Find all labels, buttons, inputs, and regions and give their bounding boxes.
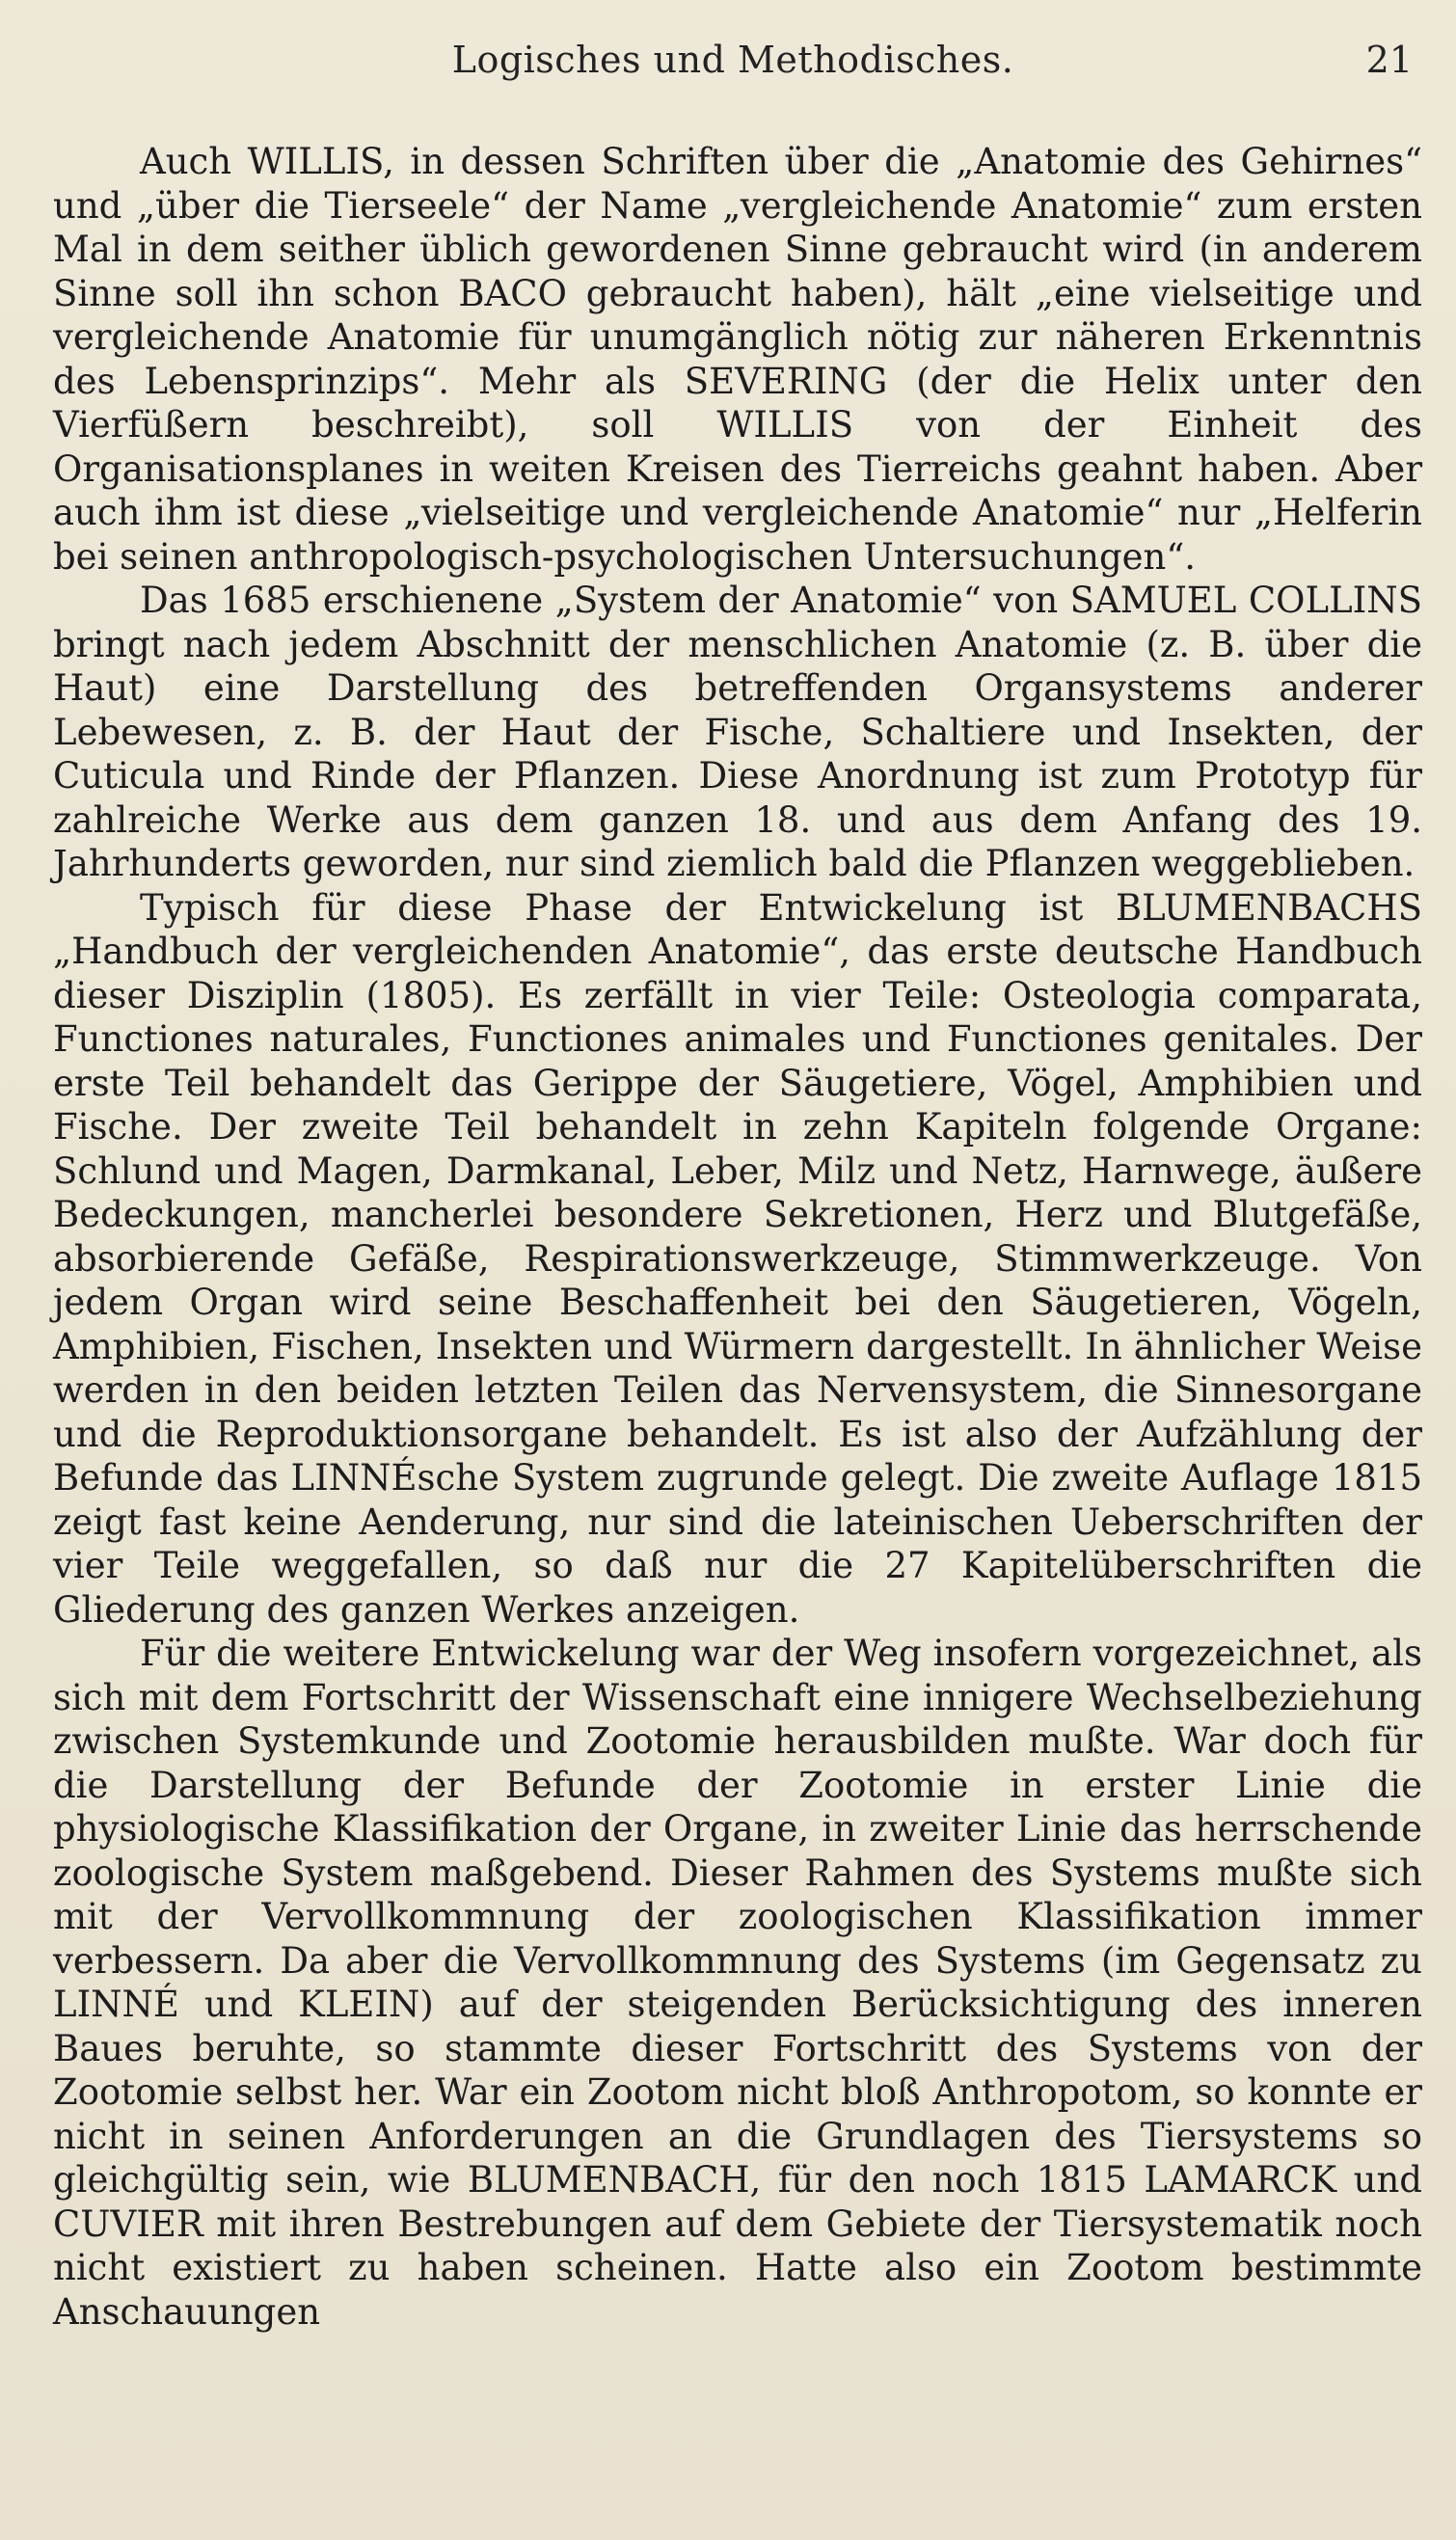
page-number: 21 — [1365, 39, 1413, 81]
paragraph-blumenbach: Typisch für diese Phase der Entwickelung ist BLUMENBACHS „Handbuch der vergleichenden Anatomie“, das erste deutsche Handbuch dieser Disziplin (1805). Es zerfällt in vier Teile: Osteologia comparata, Functiones naturales, Functiones animales und Functiones genitales. Der erste Teil behandelt das Gerippe der Säugetiere, Vögel, Amphibien und Fische. Der zweite Teil behandelt in zehn Kapiteln folgende Organe: Schlund und Magen, Darmkanal, Leber, Milz und Netz, Harnwege, äußere Bedeckungen, mancherlei besondere Sekretionen, Herz und Blutgefäße, absorbierende Gefäße, Respirationswerkzeuge, Stimmwerkzeuge. Von jedem Organ wird seine Beschaffenheit bei den Säugetieren, Vögeln, Amphibien, Fischen, Insekten und Würmern dargestellt. In ähnlicher Weise werden in den beiden letzten Teilen das Nervensystem, die Sinnesorgane und die Reproduktionsorgane behandelt. Es ist also der Aufzählung der Befunde das LINNÉsche System zugrunde gelegt. Die zweite Auflage 1815 zeigt fast keine Aenderung, nur sind die lateinischen Ueberschriften der vier Teile weggefallen, so daß nur die 27 Kapitelüberschriften die Gliederung des ganzen Werkes anzeigen. — [53, 886, 1422, 1631]
body-text — [53, 140, 1422, 2334]
paragraph-weitere-entwickelung: Für die weitere Entwickelung war der Weg insofern vorgezeichnet, als sich mit dem Fortschritt der Wissenschaft eine innigere Wechselbeziehung zwischen Systemkunde und Zootomie herausbilden mußte. War doch für die Darstellung der Befunde der Zootomie in erster Linie die physiologische Klassifikation der Organe, in zweiter Linie das herrschende zoologische System maßgebend. Dieser Rahmen des Systems mußte sich mit der Vervollkommnung der zoologischen Klassifikation immer verbessern. Da aber die Vervollkommnung des Systems (im Gegensatz zu LINNÉ und KLEIN) auf der steigenden Berücksichtigung des inneren Baues beruhte, so stammte dieser Fortschritt des Systems von der Zootomie selbst her. War ein Zootom nicht bloß Anthropotom, so konnte er nicht in seinen Anforderungen an die Grundlagen des Tiersystems so gleichgültig sein, wie BLUMENBACH, für den noch 1815 LAMARCK und CUVIER mit ihren Bestrebungen auf dem Gebiete der Tiersystematik noch nicht existiert zu haben scheinen. Hatte also ein Zootom bestimmte Anschauungen — [53, 1633, 1422, 2333]
running-title: Logisches und Methodisches. — [451, 39, 1014, 81]
paragraph-willis: Auch WILLIS, in dessen Schriften über die „Anatomie des Gehirnes“ und „über die Tierseele“ der Name „vergleichende Anatomie“ zum ersten Mal in dem seither üblich gewordenen Sinne gebraucht wird (in anderem Sinne soll ihn schon BACO gebraucht haben), hält „eine vielseitige und vergleichende Anatomie für unumgänglich nötig zur näheren Erkenntnis des Lebensprinzips“. Mehr als SEVERING (der die Helix unter den Vierfüßern beschreibt), soll WILLIS von der Einheit des Organisationsplanes in weiten Kreisen des Tierreichs geahnt haben. Aber auch ihm ist diese „vielseitige und vergleichende Anatomie“ nur „Helferin bei seinen anthropologisch-psychologischen Untersuchungen“. — [53, 141, 1422, 578]
paragraph-collins: Das 1685 erschienene „System der Anatomie“ von SAMUEL COLLINS bringt nach jedem Abschnitt der menschlichen Anatomie (z. B. über die Haut) eine Darstellung des betreffenden Organsystems anderer Lebewesen, z. B. der Haut der Fische, Schaltiere und Insekten, der Cuticula und Rinde der Pflanzen. Diese Anordnung ist zum Prototyp für zahlreiche Werke aus dem ganzen 18. und aus dem Anfang des 19. Jahrhunderts geworden, nur sind ziemlich bald die Pflanzen weggeblieben. — [53, 580, 1422, 884]
page-header — [53, 39, 1413, 96]
